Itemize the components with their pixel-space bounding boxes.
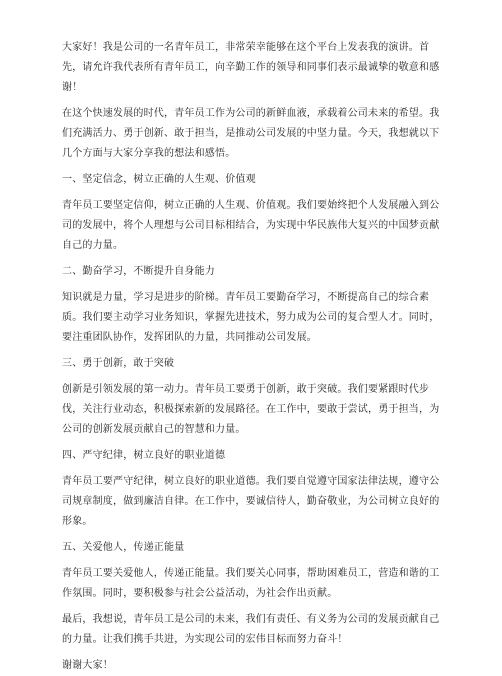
thanks-line: 谢谢大家！ xyxy=(62,660,113,671)
section-heading-4: 四、严守纪律，树立良好的职业道德 xyxy=(62,450,226,461)
section-body-5: 青年员工要关爱他人，传递正能量。我们要关心同事，帮助困难员工，营造和谐的工作氛围。同时，要积极参与社会公益活动，为社会作出贡献。 xyxy=(62,568,440,599)
section-heading-5: 五、关爱他人，传递正能量 xyxy=(62,542,185,553)
section-heading-2: 二、勤奋学习，不断提升自身能力 xyxy=(62,266,215,277)
section-body-1: 青年员工要坚定信仰，树立正确的人生观、价值观。我们要始终把个人发展融入到公司的发展中，将个人理想与公司目标相结合，为实现中华民族伟大复兴的中国梦贡献自己的力量。 xyxy=(62,200,440,251)
section-body-4: 青年员工要严守纪律，树立良好的职业道德。我们要自觉遵守国家法律法规，遵守公司规章制度，做到廉洁自律。在工作中，要诚信待人，勤奋敬业，为公司树立良好的形象。 xyxy=(62,476,440,527)
context-paragraph: 在这个快速发展的时代，青年员工作为公司的新鲜血液，承载着公司未来的希望。我们充满活力、勇于创新、敢于担当，是推动公司发展的中坚力量。今天，我想就以下几个方面与大家分享我的想法和感悟。 xyxy=(62,108,440,159)
section-heading-3: 三、勇于创新，敢于突破 xyxy=(62,358,175,369)
closing-paragraph: 最后，我想说，青年员工是公司的未来，我们有责任、有义务为公司的发展贡献自己的力量。让我们携手共进，为实现公司的宏伟目标而努力奋斗！ xyxy=(62,614,440,645)
intro-paragraph: 大家好！我是公司的一名青年员工，非常荣幸能够在这个平台上发表我的演讲。首先，请允许我代表所有青年员工，向辛勤工作的领导和同事们表示最诚挚的敬意和感谢！ xyxy=(62,42,440,93)
section-heading-1: 一、坚定信念，树立正确的人生观、价值观 xyxy=(62,174,256,185)
section-body-2: 知识就是力量，学习是进步的阶梯。青年员工要勤奋学习，不断提高自己的综合素质。我们要主动学习业务知识，掌握先进技术，努力成为公司的复合型人才。同时，要注重团队协作，发挥团队的力量，共同推动公司发展。 xyxy=(62,292,440,343)
section-body-3: 创新是引领发展的第一动力。青年员工要勇于创新，敢于突破。我们要紧跟时代步伐，关注行业动态，积极探索新的发展路径。在工作中，要敢于尝试，勇于担当，为公司的创新发展贡献自己的智慧和力量。 xyxy=(62,384,440,435)
